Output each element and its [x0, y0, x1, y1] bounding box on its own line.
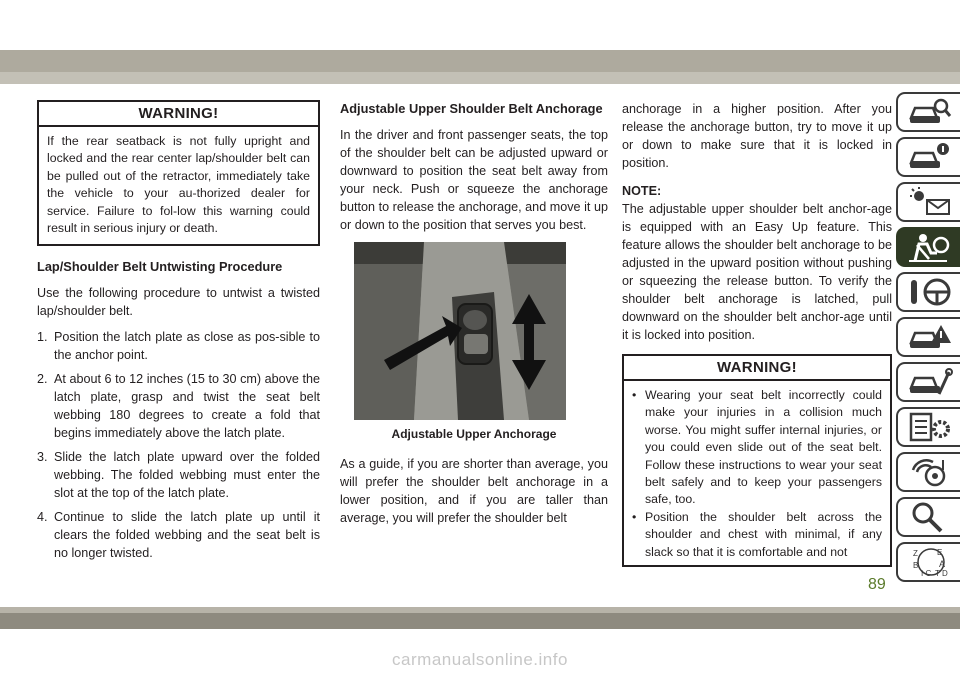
- anchorage-illustration: [354, 242, 566, 420]
- header-band-lower: [0, 72, 960, 84]
- warning-bullets: [632, 387, 882, 561]
- tab-car-search[interactable]: [896, 92, 960, 132]
- alphabet-index-icon: [907, 546, 953, 578]
- continued-paragraph: anchorage in a higher position. After you release the anchorage button, try to move it up or down to make sure that it is locked in position.: [622, 102, 892, 170]
- tab-magnifier[interactable]: [896, 497, 960, 537]
- section-heading-untwisting: Lap/Shoulder Belt Untwisting Procedure: [37, 259, 283, 275]
- svg-text:A: A: [939, 559, 946, 569]
- list-gear-icon: [907, 411, 953, 443]
- guide-paragraph: As a guide, if you are shorter than average, you will prefer the shoulder belt anchorage in a lower position, and if you are taller than average, you will prefer the shoulder belt: [340, 457, 608, 525]
- svg-text:Z: Z: [913, 549, 918, 558]
- tab-car-warning[interactable]: [896, 317, 960, 357]
- warning-bullet: • Wearing your seat belt incorrectly could make your injuries in a collision much worse. You might suffer internal injuries, or you could even slide out of the seat belt. Follow these instructions to wear your seat belt safely and to keep your passengers safe, too.: [632, 388, 882, 507]
- untwisting-intro: Use the following procedure to untwist a twisted lap/shoulder belt.: [37, 286, 320, 319]
- tab-key-steering[interactable]: [896, 272, 960, 312]
- untwisting-steps: [37, 328, 320, 562]
- svg-text:E: E: [937, 548, 943, 557]
- warning-title: WARNING!: [624, 356, 890, 381]
- warning-box-belt-wear: [622, 354, 892, 567]
- upper-anchorage-photo: [354, 242, 566, 420]
- car-wrench-icon: [907, 366, 953, 398]
- step-item: 3. Slide the latch plate upward over the folded webbing. The folded webbing must enter the slot at the top of the latch plate.: [37, 450, 320, 501]
- tab-seatbelt-airbag[interactable]: [896, 227, 960, 267]
- media-music-icon: [907, 456, 953, 488]
- page-top-margin: [0, 0, 960, 50]
- section-heading-upper-anchorage: Adjustable Upper Shoulder Belt Anchorage: [340, 101, 603, 116]
- warning-text: If the rear seatback is not fully upright and locked and the rear center lap/shoulder belt can be pulled out of the retractor, immediately take the vehicle to your au-thorized dealer for service. Failure to fol-low this warning could result in serious injury or death.: [47, 134, 310, 236]
- step-item: 1. Position the latch plate as close as pos-sible to the anchor point.: [37, 330, 320, 363]
- warning-bullet: • Position the shoulder belt across the shoulder and chest with minimal, if any slack so that it is comfortable and not: [632, 509, 882, 559]
- tab-car-wrench[interactable]: [896, 362, 960, 402]
- seatbelt-airbag-icon: [907, 231, 953, 263]
- figure-caption: Adjustable Upper Anchorage: [391, 427, 557, 441]
- key-steering-icon: [907, 276, 953, 308]
- watermark: carmanualsonline.info: [392, 650, 568, 669]
- column-middle: [340, 100, 608, 535]
- footer-band-dark: [0, 613, 960, 629]
- tab-alphabet-index[interactable]: [896, 542, 960, 582]
- upper-anchorage-paragraph: In the driver and front passenger seats, the top of the shoulder belt can be adjusted upward or downward to position the seat belt away from your neck. Push or squeeze the anchorage button to release the anchorage, and move it up or down to the position that serves you best.: [340, 128, 608, 232]
- note-label: NOTE:: [622, 184, 662, 198]
- car-search-icon: [907, 96, 953, 128]
- svg-text:B: B: [913, 561, 919, 570]
- light-mail-icon: [907, 186, 953, 218]
- tab-car-info[interactable]: [896, 137, 960, 177]
- note-text: The adjustable upper shoulder belt anchor-age is equipped with an Easy Up feature. This feature allows the shoulder belt anchorage to be adjusted in the upward position without pushing or squeezing the release button. To verify the shoulder belt anchorage is latched, pull downward on the shoulder belt anchor-age until it is locked into position.: [622, 202, 892, 342]
- tab-light-mail[interactable]: [896, 182, 960, 222]
- svg-text:T D: T D: [935, 569, 948, 578]
- tab-list-gear[interactable]: [896, 407, 960, 447]
- warning-body: [624, 381, 890, 565]
- column-right: [622, 100, 892, 567]
- header-band: [0, 50, 960, 72]
- magnifier-icon: [907, 501, 953, 533]
- car-info-icon: [907, 141, 953, 173]
- car-warning-icon: [907, 321, 953, 353]
- warning-title: WARNING!: [39, 102, 318, 127]
- warning-box-rear-seatback: [37, 100, 320, 246]
- chapter-tabs: [896, 92, 960, 587]
- tab-media-music[interactable]: [896, 452, 960, 492]
- svg-text:I C: I C: [921, 569, 932, 578]
- page-number: 89: [868, 576, 886, 593]
- step-item: 2. At about 6 to 12 inches (15 to 30 cm) above the latch plate, grasp and twist the seat belt webbing 180 degrees to create a fold that begins immediately above the latch plate.: [37, 372, 320, 441]
- column-left: [37, 100, 320, 568]
- step-item: 4. Continue to slide the latch plate up until it clears the folded webbing and the seat belt is no longer twisted.: [37, 510, 320, 561]
